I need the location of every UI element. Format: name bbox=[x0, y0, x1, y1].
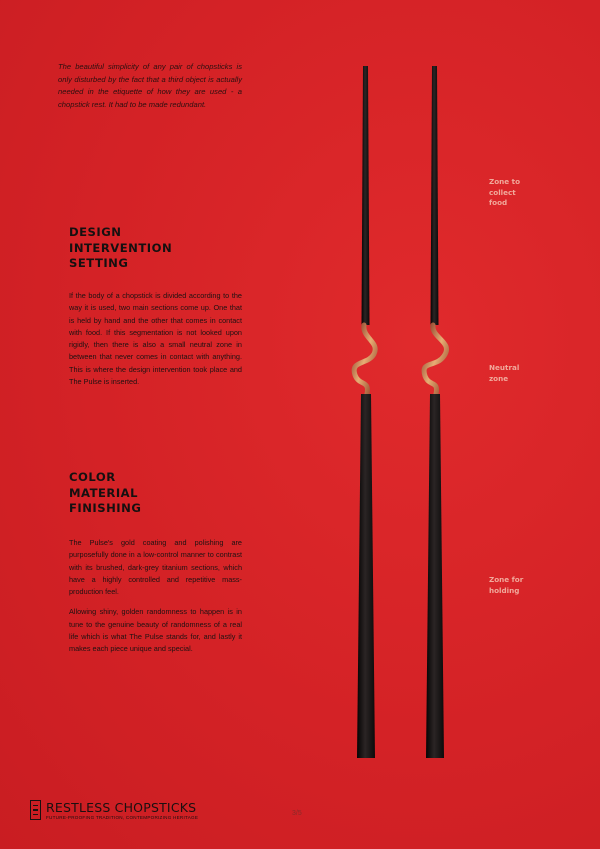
design-intervention-body bbox=[69, 290, 242, 396]
chopsticks-illustration bbox=[340, 60, 470, 766]
chopstick-bottom-section bbox=[357, 394, 375, 758]
design-intervention-heading bbox=[69, 225, 172, 272]
chopstick-top-section bbox=[362, 66, 370, 325]
page-number: 3/5 bbox=[292, 810, 302, 817]
heading-line: MATERIAL bbox=[69, 485, 139, 500]
chopstick-left bbox=[354, 66, 375, 758]
color-material-body bbox=[69, 537, 242, 664]
zone-neutral-label bbox=[489, 363, 549, 384]
zone-label-line: Neutral bbox=[489, 363, 520, 372]
chopstick-bottom-section bbox=[426, 394, 444, 758]
zone-label-line: collect bbox=[489, 187, 516, 197]
chopstick-right bbox=[424, 66, 446, 758]
logo-text bbox=[46, 801, 198, 820]
heading-line: DESIGN bbox=[69, 225, 122, 239]
heading-line: SETTING bbox=[69, 256, 129, 270]
logo-mark-icon bbox=[30, 800, 41, 820]
paragraph: If the body of a chopstick is divided according to the way it is used, two main sections come up. One that is held by hand and the other that comes in contact with food. If this segmentation is not looked upon rigidly, then there is also a small neutral zone in between that never comes in contact with anything. This is where the design intervention took place and The Pulse is inserted. bbox=[69, 291, 242, 387]
intro-text: The beautiful simplicity of any pair of chopsticks is only disturbed by the fact that a third object is actually needed in the etiquette of how they are used - a chopstick rest. It had to be made redundant. bbox=[58, 62, 242, 109]
heading-line: COLOR bbox=[69, 470, 116, 484]
zone-collect-food-label bbox=[489, 177, 549, 209]
zone-label-line: Zone to bbox=[489, 177, 521, 186]
gold-pulse bbox=[424, 325, 446, 394]
gold-pulse bbox=[354, 325, 375, 394]
color-material-heading bbox=[69, 470, 141, 517]
zone-holding-label bbox=[489, 575, 549, 596]
heading-line: INTERVENTION bbox=[69, 240, 173, 255]
zone-label-line: food bbox=[489, 198, 508, 208]
brand-logo bbox=[30, 800, 198, 820]
zone-label-line: Zone for bbox=[489, 575, 524, 584]
paragraph: The Pulse's gold coating and polishing are purposefully done in a low-control manner to contrast with its brushed, dark-grey titanium sections, which have a highly controlled and repetitive mass-production feel. bbox=[69, 538, 242, 597]
chopstick-top-section bbox=[431, 66, 439, 325]
brand-name: RESTLESS CHOPSTICKS bbox=[46, 799, 197, 815]
paragraph: Allowing shiny, golden randomness to happen is in tune to the genuine beauty of randomness of a real life which is what The Pulse stands for, and lastly it makes each piece unique and special. bbox=[69, 607, 242, 654]
heading-line: FINISHING bbox=[69, 501, 142, 515]
zone-label-line: holding bbox=[489, 585, 520, 595]
brand-tagline: FUTURE-PROOFING TRADITION, CONTEMPORIZING HERITAGE bbox=[46, 814, 199, 820]
zone-label-line: zone bbox=[489, 373, 509, 383]
